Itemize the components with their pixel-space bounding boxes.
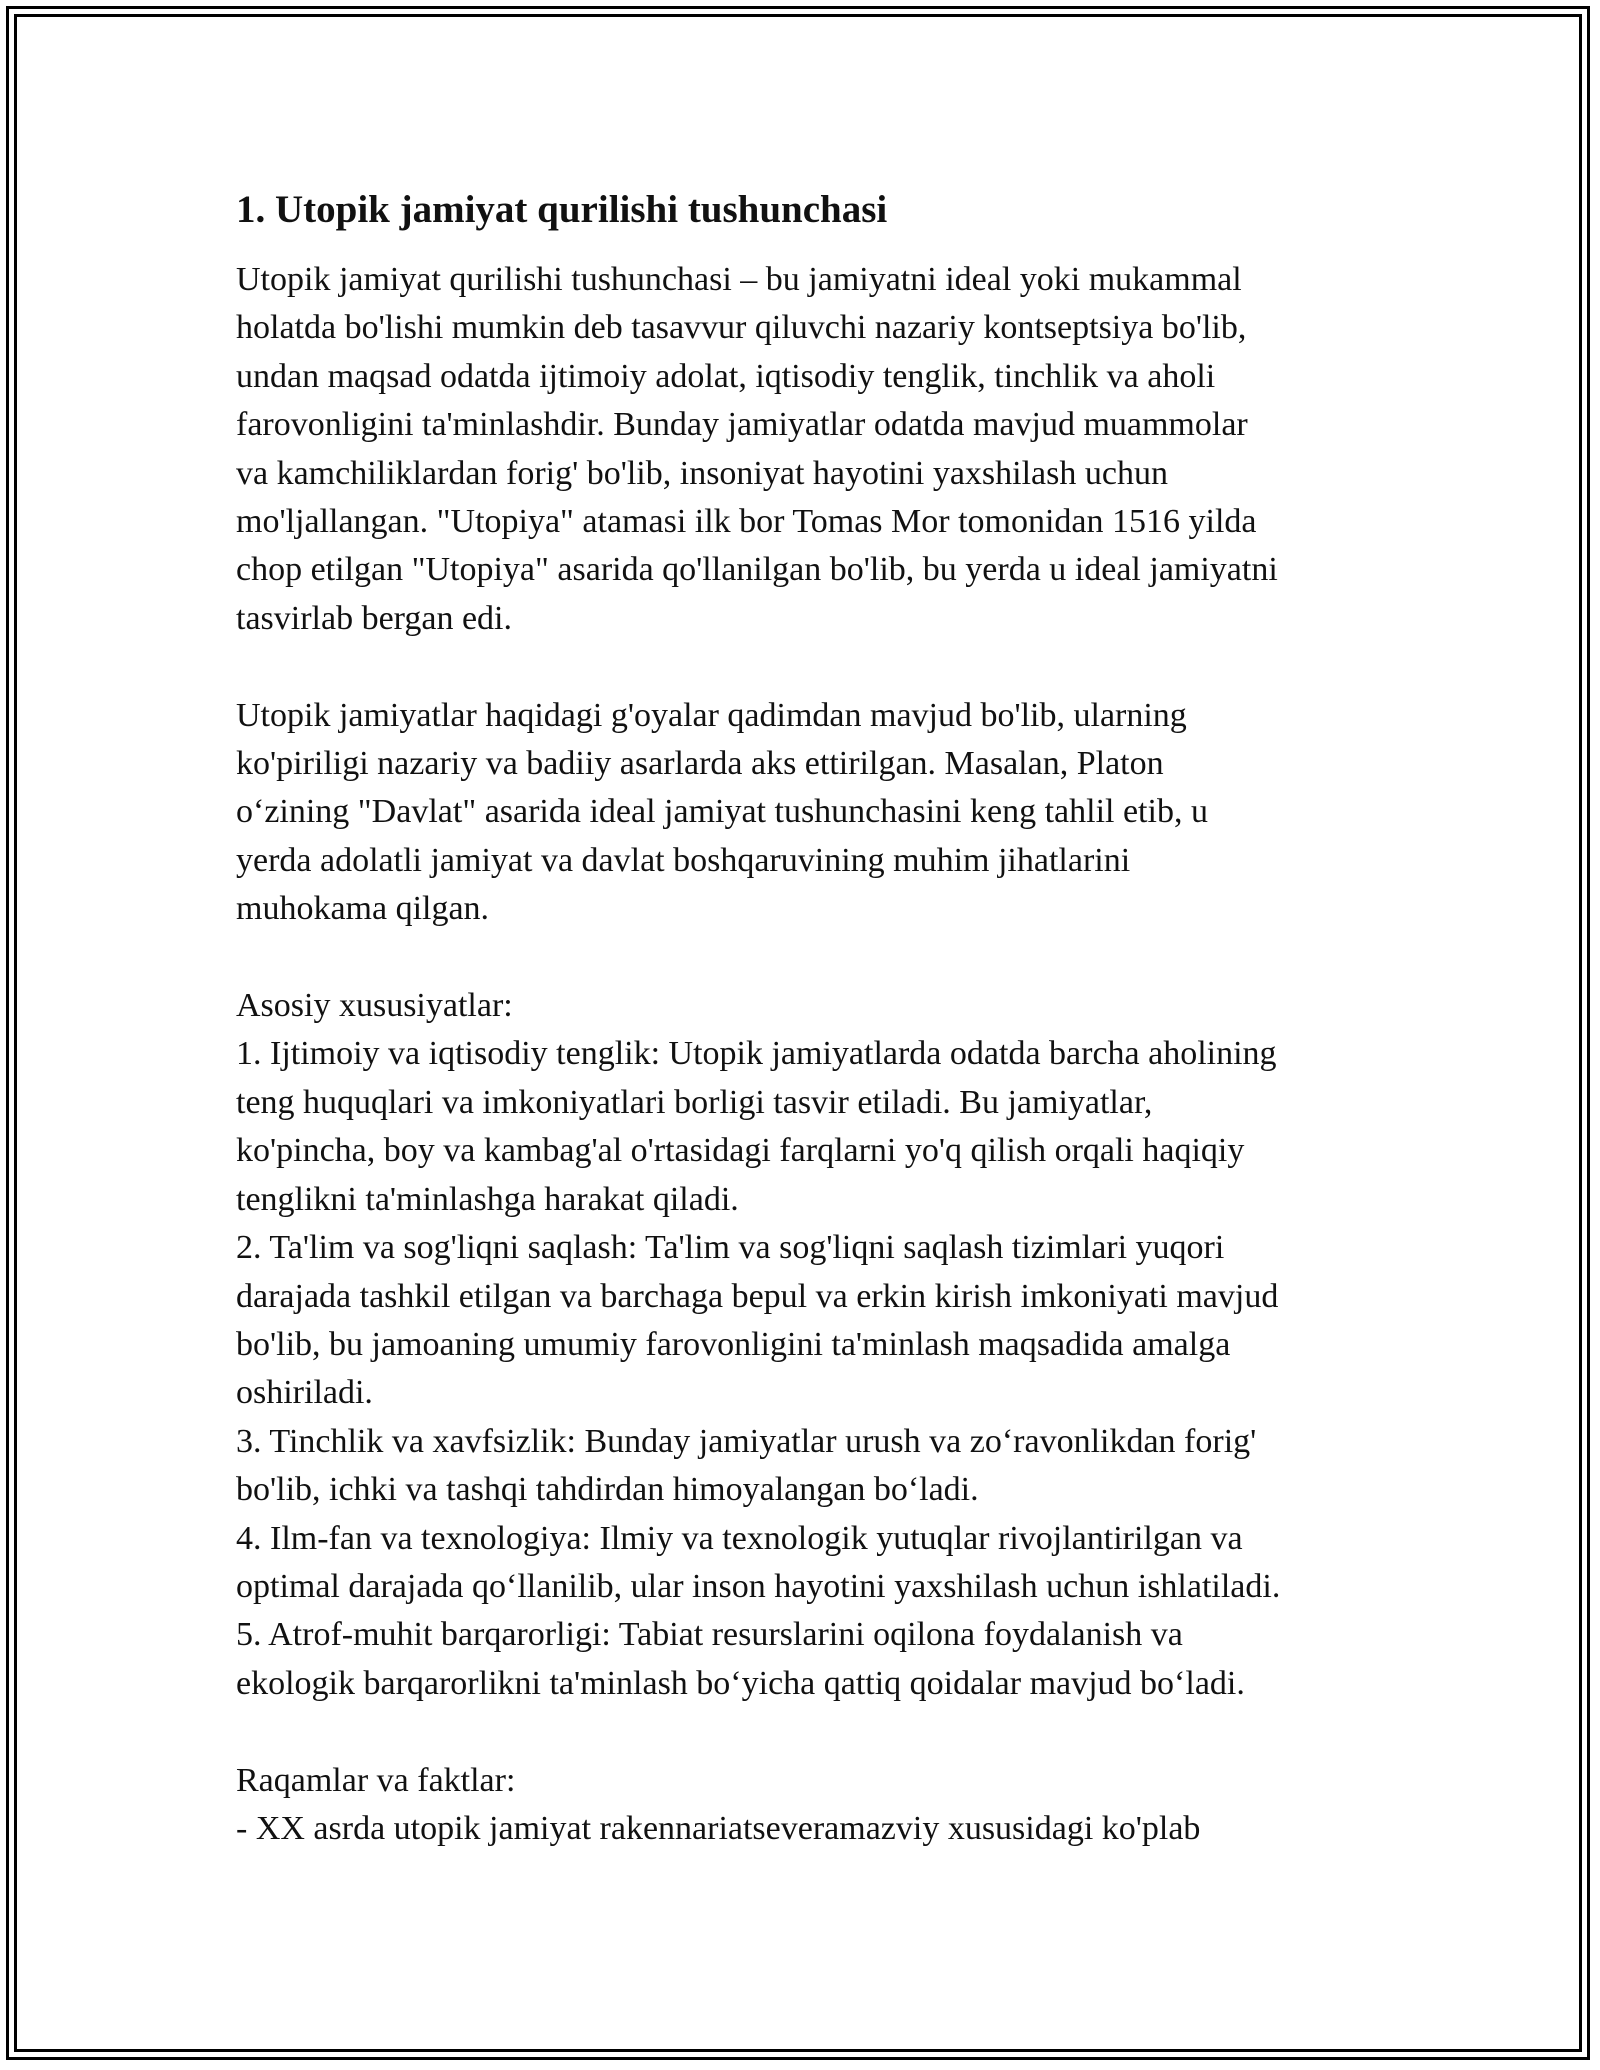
text-line: 3. Tinchlik va xavfsizlik: Bunday jamiyatlar urush va zo‘ravonlikdan forig' bbox=[236, 1422, 1257, 1460]
text-line: tasvirlab bergan edi. bbox=[236, 599, 513, 637]
section-heading: 1. Utopik jamiyat qurilishi tushunchasi bbox=[236, 188, 888, 231]
text-line: ko'piriligi nazariy va badiiy asarlarda aks ettirilgan. Masalan, Platon bbox=[236, 745, 1164, 783]
text-line: bo'lib, ichki va tashqi tahdirdan himoyalangan bo‘ladi. bbox=[236, 1471, 979, 1509]
facts-heading: Raqamlar va faktlar: bbox=[236, 1761, 516, 1799]
paragraph-spacer bbox=[236, 643, 1376, 691]
text-line: tenglikni ta'minlashga harakat qiladi. bbox=[236, 1180, 739, 1218]
paragraph-definition bbox=[236, 256, 1376, 643]
text-line: Utopik jamiyat qurilishi tushunchasi – bu jamiyatni ideal yoki mukammal bbox=[236, 261, 1242, 298]
text-line: Utopik jamiyatlar haqidagi g'oyalar qadimdan mavjud bo'lib, ularning bbox=[236, 696, 1187, 734]
text-line: chop etilgan "Utopiya" asarida qo'llanilgan bo'lib, bu yerda u ideal jamiyatni bbox=[236, 551, 1278, 589]
paragraph-features bbox=[236, 982, 1376, 1708]
text-line: teng huquqlari va imkoniyatlari borligi tasvir etiladi. Bu jamiyatlar, bbox=[236, 1083, 1153, 1121]
features-heading: Asosiy xususiyatlar: bbox=[236, 987, 513, 1025]
text-line: 1. Ijtimoiy va iqtisodiy tenglik: Utopik jamiyatlarda odatda barcha aholining bbox=[236, 1035, 1277, 1073]
text-line: yerda adolatli jamiyat va davlat boshqaruvining muhim jihatlarini bbox=[236, 841, 1131, 879]
text-line: oshiriladi. bbox=[236, 1374, 373, 1412]
text-line: o‘zining "Davlat" asarida ideal jamiyat tushunchasini keng tahlil etib, u bbox=[236, 793, 1208, 831]
text-line: darajada tashkil etilgan va barchaga bepul va erkin kirish imkoniyati mavjud bbox=[236, 1277, 1279, 1315]
text-line: va kamchiliklardan forig' bo'lib, insoniyat hayotini yaxshilash uchun bbox=[236, 454, 1168, 492]
text-line: mo'ljallangan. "Utopiya" atamasi ilk bor Tomas Mor tomonidan 1516 yilda bbox=[236, 503, 1257, 541]
text-line: 4. Ilm-fan va texnologiya: Ilmiy va texnologik yutuqlar rivojlantirilgan va bbox=[236, 1519, 1243, 1557]
text-line: ekologik barqarorlikni ta'minlash bo‘yicha qattiq qoidalar mavjud bo‘ladi. bbox=[236, 1664, 1245, 1702]
text-line: undan maqsad odatda ijtimoiy adolat, iqtisodiy tenglik, tinchlik va aholi bbox=[236, 357, 1216, 395]
text-line: farovonligini ta'minlashdir. Bunday jamiyatlar odatda mavjud muammolar bbox=[236, 406, 1248, 444]
paragraph-facts bbox=[236, 1757, 1376, 1854]
paragraph-history bbox=[236, 692, 1376, 934]
text-line: muhokama qilgan. bbox=[236, 890, 490, 928]
text-line: optimal darajada qo‘llanilib, ular inson hayotini yaxshilash uchun ishlatiladi. bbox=[236, 1567, 1281, 1605]
document-body bbox=[236, 186, 1376, 1853]
text-line: 2. Ta'lim va sog'liqni saqlash: Ta'lim va sog'liqni saqlash tizimlari yuqori bbox=[236, 1229, 1225, 1267]
text-line: 5. Atrof-muhit barqarorligi: Tabiat resurslarini oqilona foydalanish va bbox=[236, 1616, 1183, 1654]
text-line: bo'lib, bu jamoaning umumiy farovonligini ta'minlash maqsadida amalga bbox=[236, 1325, 1231, 1363]
text-line: - XX asrda utopik jamiyat rakennariatseveramazviy xususidagi ko'plab bbox=[236, 1809, 1201, 1847]
paragraph-spacer bbox=[236, 934, 1376, 982]
text-line: holatda bo'lishi mumkin deb tasavvur qiluvchi nazariy kontseptsiya bo'lib, bbox=[236, 309, 1247, 347]
paragraph-spacer bbox=[236, 1708, 1376, 1756]
text-line: ko'pincha, boy va kambag'al o'rtasidagi farqlarni yo'q qilish orqali haqiqiy bbox=[236, 1132, 1245, 1170]
